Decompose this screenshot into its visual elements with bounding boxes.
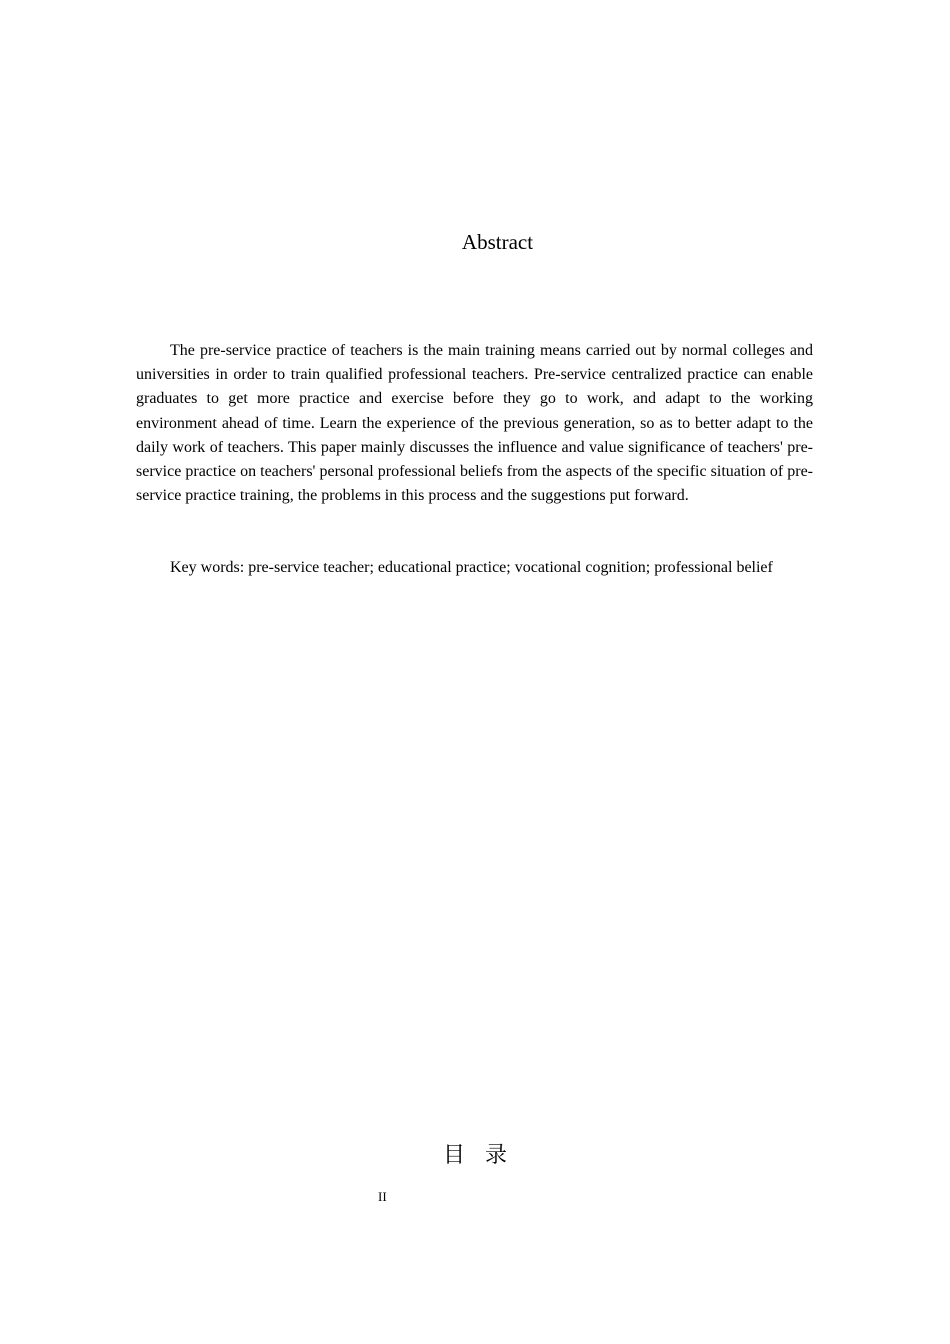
keywords-line: Key words: pre-service teacher; educational practice; vocational cognition; professional belief	[170, 559, 773, 576]
table-of-contents-title: 目录	[442, 1143, 527, 1168]
abstract-title: Abstract	[461, 230, 534, 254]
page-number: II	[378, 1189, 387, 1204]
abstract-paragraph: The pre-service practice of teachers is the main training means carried out by normal colleges and universities in order to train qualified professional teachers. Pre-service centralized practice can enable graduates to get more practice and exercise before they go to work, and adapt to the working environment ahead of time. Learn the experience of the previous generation, so as to better adapt to the daily work of teachers. This paper mainly discusses the influence and value significance of teachers' pre-service practice on teachers' personal professional beliefs from the aspects of the specific situation of pre-service practice training, the problems in this process and the suggestions put forward.	[136, 342, 813, 505]
